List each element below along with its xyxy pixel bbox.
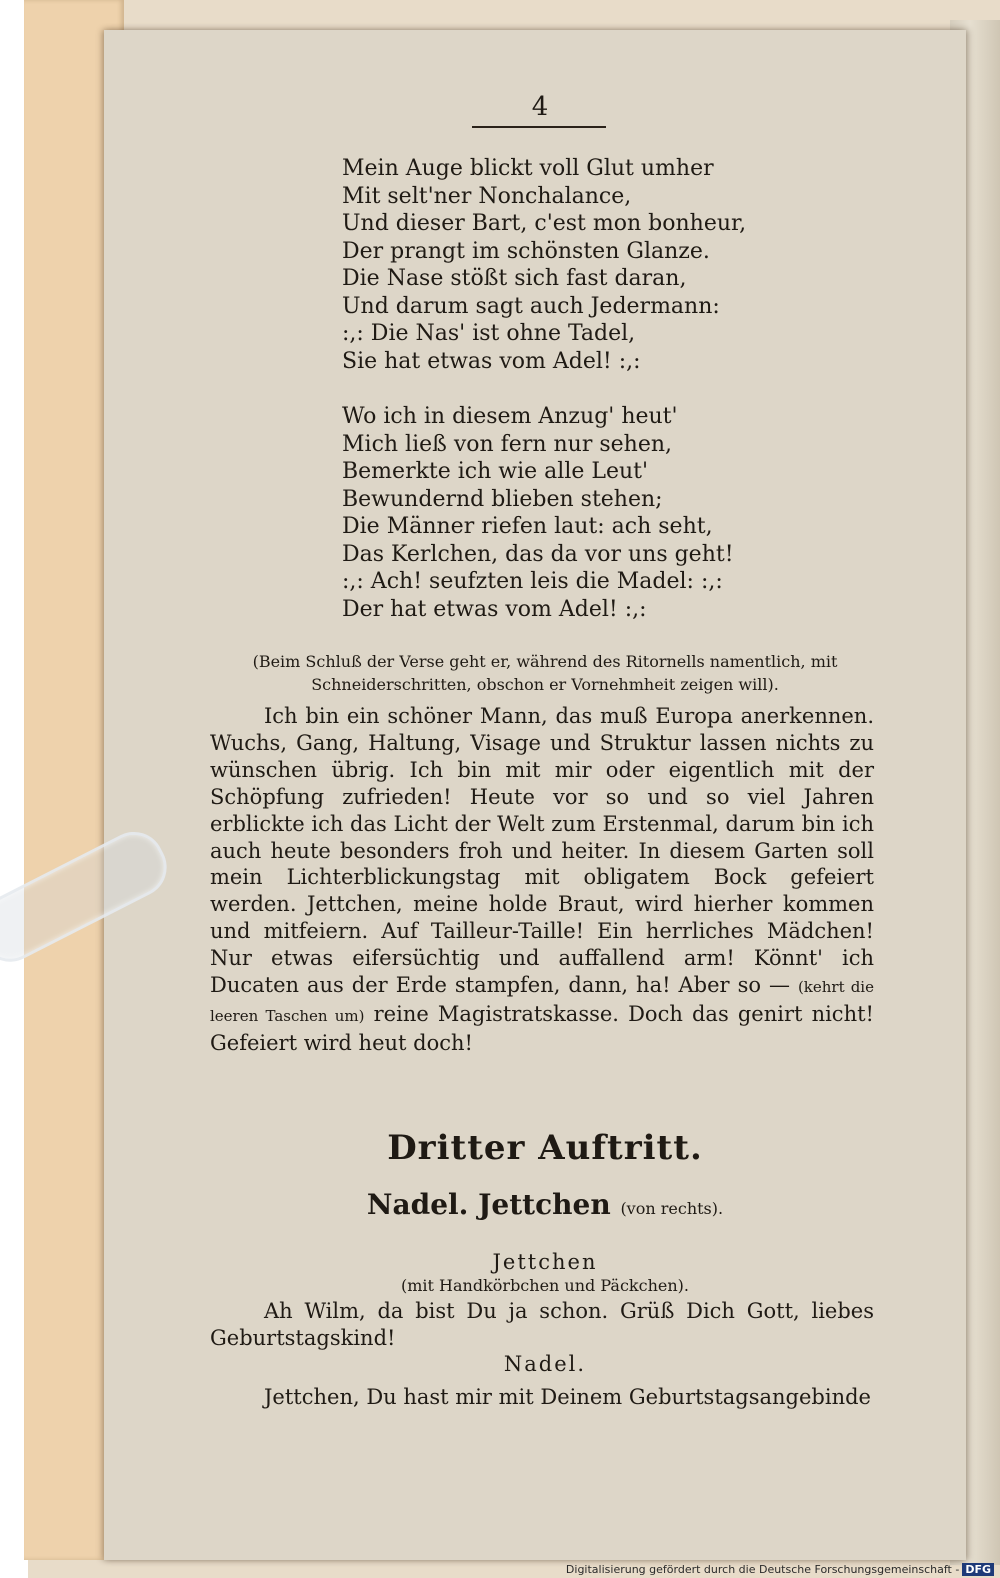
verse-line: :,: Die Nas' ist ohne Tadel, [342, 321, 636, 346]
scene-heading: Dritter Auftritt. [387, 1128, 703, 1168]
speech-text: Ah Wilm, da bist Du ja schon. Grüß Dich Gott, liebes Geburtstagskind! [210, 1299, 874, 1350]
scene-cast-note: (von rechts). [620, 1199, 724, 1218]
scene-cast-names: Nadel. Jettchen [366, 1188, 611, 1221]
speaker-name: Jettchen [492, 1250, 598, 1274]
verse-line: :,: Ach! seufzten leis die Madel: :,: [342, 569, 723, 594]
digitization-credit [566, 1563, 994, 1576]
verse-line: Die Nase stößt sich fast daran, [342, 266, 687, 291]
monologue-paragraph [210, 703, 874, 1057]
verse-line: Bemerkte ich wie alle Leut' [342, 459, 649, 484]
verse-line: Bewundernd blieben stehen; [342, 486, 663, 512]
verse-line: Die Männer riefen laut: ach seht, [342, 514, 713, 539]
verse-line: Mich ließ von fern nur sehen, [342, 431, 673, 457]
scene-cast [210, 1188, 880, 1221]
monologue-aside: (kehrt die leeren Taschen um) [210, 978, 874, 1025]
verse-line: Der prangt im schönsten Glanze. [342, 238, 710, 264]
dfg-logo: DFG [962, 1563, 994, 1576]
monologue-text-end: reine Magistratskasse. Doch das genirt nicht! Gefeiert wird heut doch! [210, 1001, 874, 1055]
verse-line: Und darum sagt auch Jedermann: [342, 293, 720, 319]
verse-line: Das Kerlchen, das da vor uns geht! [342, 541, 734, 567]
verse-line: Wo ich in diesem Anzug' heut' [342, 404, 678, 429]
credit-text: Digitalisierung gefördert durch die Deutsche Forschungsgemeinschaft - [565, 1563, 960, 1576]
verse-line: Und dieser Bart, c'est mon bonheur, [342, 211, 747, 236]
verse-line: Sie hat etwas vom Adel! :,: [342, 348, 641, 374]
speaker-stage-note: (mit Handkörbchen und Päckchen). [401, 1276, 689, 1295]
page-number-rule [472, 126, 606, 128]
page-number: 4 [531, 92, 549, 122]
verse-stanza-1 [342, 155, 782, 375]
speaker-name: Nadel. [503, 1352, 587, 1376]
monologue-text: Ich bin ein schöner Mann, das muß Europa anerkennen. Wuchs, Gang, Haltung, Visage und Struktur lassen nichts zu wünschen übrig. Ich bin mit mir oder eigentlich mit der Schöpfung zufrieden! Heute vor so und so viel Jahren erblickte ich das Licht der Welt zum Erstenmal, darum bin ich auch heute besonders froh und heiter. In diesem Garten soll mein Lichterblickungstag mit obligatem Bock gefeiert werden. Jettchen, meine holde Braut, wird hierher kommen und mitfeiern. Auf Tailleur-Taille! Ein herrliches Mädchen! Nur etwas eifersüchtig und auffallend arm! Könnt' ich Ducaten aus der Erde stampfen, dann, ha! Aber so — [210, 704, 874, 998]
verse-line: Mein Auge blickt voll Glut umher [342, 156, 714, 181]
verse-stanza-2 [342, 403, 782, 623]
speech-text: Jettchen, Du hast mir mit Deinem Geburtstagsangebinde [264, 1385, 871, 1409]
verse-line: Mit selt'ner Nonchalance, [342, 183, 632, 209]
stage-direction: (Beim Schluß der Verse geht er, während des Ritornells namentlich, mit Schneiderschritten, obschon er Vornehmheit zeigen will). [252, 652, 838, 694]
verse-line: Der hat etwas vom Adel! :,: [342, 596, 647, 622]
